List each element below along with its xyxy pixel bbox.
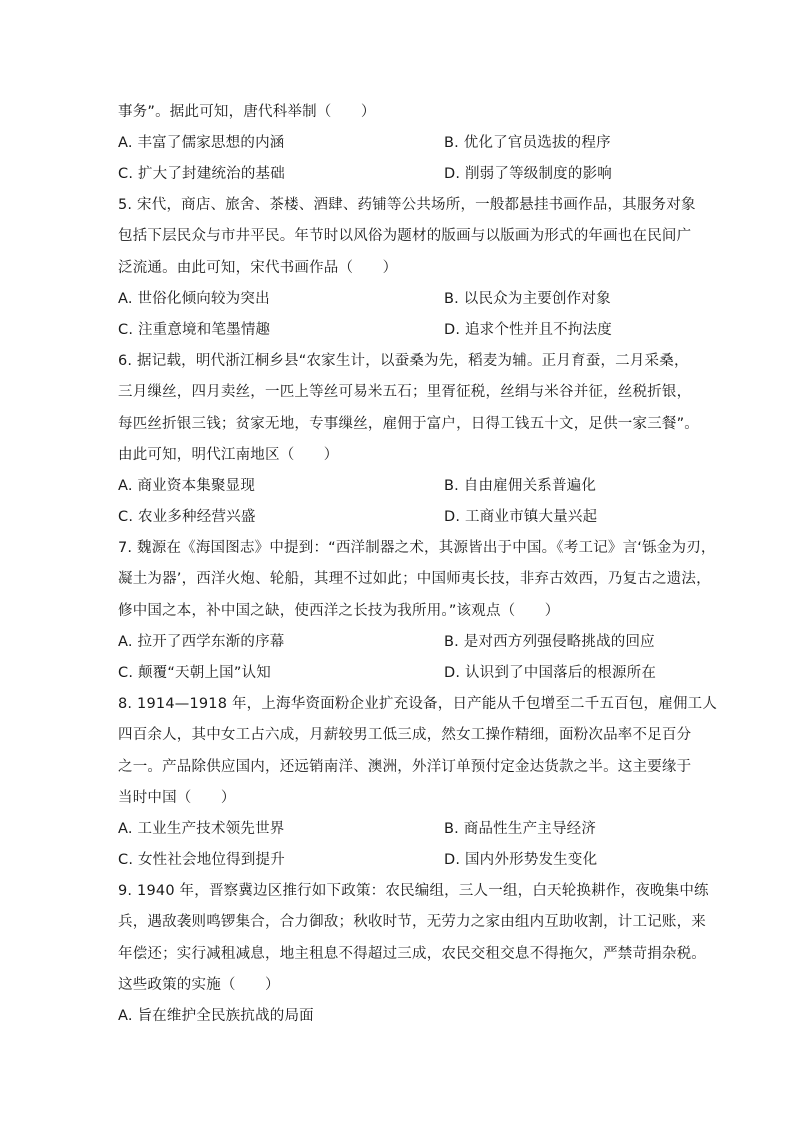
q5-option-a[interactable]: A. 世俗化倾向较为突出 — [118, 291, 270, 307]
q8-stem-line: 当时中国（ ） — [118, 790, 236, 806]
q7-option-d[interactable]: D. 认识到了中国落后的根源所在 — [444, 665, 657, 681]
q6-stem-line: 三月缫丝，四月卖丝，一匹上等丝可易米五石；里胥征税，丝绢与米谷并征，丝税折银， — [118, 384, 692, 400]
q7-option-b[interactable]: B. 是对西方列强侵略挑战的回应 — [444, 634, 655, 650]
q7-option-a[interactable]: A. 拉开了西学东渐的序幕 — [118, 634, 285, 650]
q7-stem-line: 凝土为器’，西洋火炮、轮船，其理不过如此；中国师夷长技，非弃古效西，乃复古之遗法， — [118, 571, 711, 587]
q4-stem-tail: 事务”。据此可知，唐代科举制（ ） — [118, 104, 376, 120]
q9-option-a[interactable]: A. 旨在维护全民族抗战的局面 — [118, 1008, 314, 1024]
q8-stem-line: 之一。产品除供应国内，还远销南洋、澳洲，外洋订单预付定金达货款之半。这主要缘于 — [118, 759, 692, 775]
q8-option-b[interactable]: B. 商品性生产主导经济 — [444, 821, 597, 837]
q7-option-c[interactable]: C. 颠覆“天朝上国”认知 — [118, 665, 271, 681]
q9-stem-line: 兵，遇敌袭则鸣锣集合，合力御敌；秋收时节，无劳力之家由组内互助收割，计工记账，来 — [118, 914, 706, 930]
q6-stem-line: 6. 据记载，明代浙江桐乡县“农家生计，以蚕桑为先，稻麦为辅。正月育蚕，二月采桑， — [118, 353, 689, 369]
q6-option-a[interactable]: A. 商业资本集聚显现 — [118, 478, 256, 494]
q7-stem-line: 修中国之本，补中国之缺，使西洋之长技为我所用。”该观点（ ） — [118, 603, 560, 619]
q4-option-b[interactable]: B. 优化了官员选拔的程序 — [444, 135, 611, 151]
q8-stem-line: 8. 1914—1918 年，上海华资面粉企业扩充设备，日产能从千包增至二千五百包，雇佣工人 — [118, 696, 718, 712]
q5-option-d[interactable]: D. 追求个性并且不拘法度 — [444, 322, 612, 338]
q5-stem-line: 泛流通。由此可知，宋代书画作品（ ） — [118, 260, 398, 276]
q6-option-d[interactable]: D. 工商业市镇大量兴起 — [444, 509, 598, 525]
q4-option-d[interactable]: D. 削弱了等级制度的影响 — [444, 166, 612, 182]
q8-option-d[interactable]: D. 国内外形势发生变化 — [444, 852, 598, 868]
q9-stem-line: 9. 1940 年，晋察冀边区推行如下政策：农民编组，三人一组，白天轮换耕作，夜晚集中练 — [118, 883, 709, 899]
q6-option-b[interactable]: B. 自由雇佣关系普遍化 — [444, 478, 597, 494]
q8-option-c[interactable]: C. 女性社会地位得到提升 — [118, 852, 285, 868]
q7-stem-line: 7. 魏源在《海国图志》中提到：“西洋制器之术，其源皆出于中国。《考工记》言‘铄金为刃， — [118, 540, 716, 556]
q5-option-b[interactable]: B. 以民众为主要创作对象 — [444, 291, 611, 307]
q9-stem-line: 年偿还；实行减租减息，地主租息不得超过三成，农民交租交息不得拖欠，严禁苛捐杂税。 — [118, 946, 706, 962]
q5-option-c[interactable]: C. 注重意境和笔墨情趣 — [118, 322, 271, 338]
q5-stem-line: 包括下层民众与市井平民。年节时以风俗为题材的版画与以版画为形式的年画也在民间广 — [118, 228, 692, 244]
q6-stem-line: 由此可知，明代江南地区（ ） — [118, 447, 339, 463]
q6-stem-line: 每匹丝折银三钱；贫家无地，专事缫丝，雇佣于富户，日得工钱五十文，足供一家三餐”。 — [118, 416, 700, 432]
q8-option-a[interactable]: A. 工业生产技术领先世界 — [118, 821, 285, 837]
q4-option-a[interactable]: A. 丰富了儒家思想的内涵 — [118, 135, 285, 151]
q5-stem-line: 5. 宋代，商店、旅舍、茶楼、酒肆、药铺等公共场所，一般都悬挂书画作品，其服务对象 — [118, 197, 696, 213]
q8-stem-line: 四百余人，其中女工占六成，月薪较男工低三成，然女工操作精细，面粉次品率不足百分 — [118, 727, 692, 743]
q4-option-c[interactable]: C. 扩大了封建统治的基础 — [118, 166, 285, 182]
q9-stem-line: 这些政策的实施（ ） — [118, 977, 280, 993]
q6-option-c[interactable]: C. 农业多种经营兴盛 — [118, 509, 256, 525]
